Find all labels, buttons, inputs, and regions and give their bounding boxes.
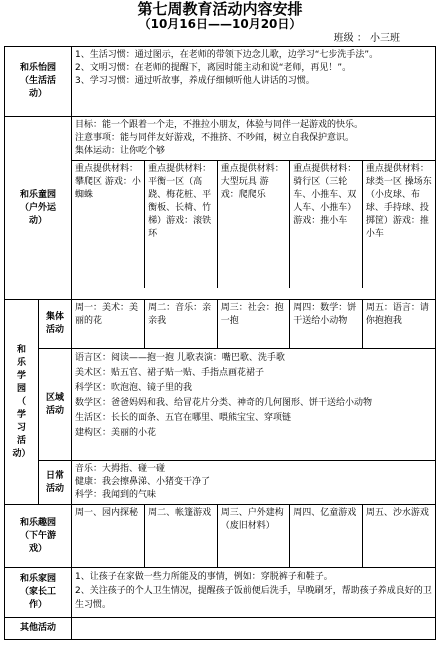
daily-item: 音乐：大拇指、碰一碰 [75, 464, 166, 474]
jiayuan-item: 1、让孩子在家做一些力所能及的事情，例如：穿脱裤子和鞋子。 [75, 572, 333, 582]
label-line: 动） [29, 89, 48, 99]
material-cell: 重点提供材料：平衡一区（高跷、梅花桩、平衡板、长椅、竹梯）游戏：滚铁环 [145, 161, 218, 289]
label-line: 和 [16, 344, 26, 355]
row-daily [5, 461, 436, 505]
label-line: 活动 [46, 325, 65, 335]
label-tongyuan [5, 117, 72, 300]
row-jiayuan [5, 568, 436, 618]
label-yiyuan [5, 47, 72, 117]
content-daily [72, 461, 436, 505]
collective-day: 周二：音乐：亲亲我 [145, 300, 218, 348]
area-item: 建构区：美丽的小花 [75, 428, 157, 438]
collective-day: 周五：语言：请你抱抱我 [365, 303, 429, 326]
label-line: 和乐家园 [20, 574, 57, 584]
quyuan-day: 周三、户外建构（废旧材料） [217, 505, 290, 567]
area-item: 语言区：阅读——抱一抱 儿歌表演：嘴巴歌、洗手歌 [75, 353, 285, 363]
objective-line: 目标：能一个跟着一个走，不推拉小朋友，体验与同伴一起游戏的快乐。 [75, 120, 364, 130]
label-jiayuan [5, 568, 72, 618]
quyuan-day: 周五、沙水游戏 [365, 508, 429, 518]
row-other [5, 618, 436, 640]
label-line: 活动 [46, 483, 65, 494]
content-other [72, 618, 436, 640]
label-line: （下午游 [20, 530, 57, 541]
quyuan-days-table [72, 505, 435, 567]
label-line: 动） [12, 448, 31, 459]
area-item: 生活区：长长的面条、五官在哪里、喂熊宝宝、穿项链 [75, 413, 292, 423]
area-item: 美术区：贴五官、裙子贴一贴、手指点画花裙子 [75, 368, 265, 378]
daily-item: 科学：我闻到的气味 [75, 490, 157, 500]
label-line: 日常 [46, 470, 65, 481]
material-cell: 重点提供材料：球类一区 操场东（小皮球、布球、手持球、投掷筐）游戏：推小车 [362, 161, 435, 289]
tongyuan-objectives [72, 117, 435, 160]
label-line: 学 [16, 409, 26, 420]
material-cell: 重点提供材料：骑行区（三轮车、小推车、双人车、小推车）游戏：推小车 [290, 161, 363, 289]
daily-item: 健康：我会擦鼻涕、小猪变干净了 [75, 477, 211, 487]
content-area [72, 349, 436, 461]
collective-day: 周四：数学：饼干送给小动物 [290, 300, 363, 348]
label-line: 作） [29, 600, 48, 610]
label-line: 活 [16, 435, 26, 446]
collective-days-table [72, 300, 435, 348]
area-item: 数学区：爸爸妈妈和我、给冒花片分类、神奇的几何图形、饼干送给小动物 [75, 398, 373, 408]
date-range: （10月16日——10月20日） [138, 17, 302, 31]
yiyuan-item: 3、学习习惯：通过听故事，养成仔细倾听他人讲话的习惯。 [75, 76, 315, 86]
row-quyuan [5, 505, 436, 568]
label-line: 习 [16, 422, 26, 433]
content-tongyuan [72, 117, 436, 300]
area-item: 科学区：吹泡泡、镜子里的我 [75, 383, 193, 393]
content-quyuan [72, 505, 436, 568]
row-tongyuan [5, 117, 436, 300]
content-collective [72, 300, 436, 349]
page-title: 第七周教育活动内容安排 [137, 0, 303, 18]
label-line: （ [16, 396, 26, 407]
collective-day: 周一：美术：美丽的花 [72, 300, 145, 348]
label-other: 其他活动 [5, 618, 72, 640]
objective-line: 注意事项：能与同伴友好游戏，不推挤、不吵闹，树立自我保护意识。 [75, 133, 355, 143]
content-yiyuan [72, 47, 436, 117]
class-label: 班级 ： 小三班 [333, 33, 400, 44]
row-area [5, 349, 436, 461]
row-yiyuan [5, 47, 436, 117]
label-line: 和乐怡园 [20, 63, 57, 73]
quyuan-day: 周二、帐篷游戏 [145, 505, 218, 567]
label-line: （家长工 [20, 587, 57, 597]
label-line: （生活活 [20, 76, 57, 86]
materials-table [72, 160, 435, 288]
label-quyuan [5, 505, 72, 568]
material-cell: 重点提供材料：攀爬区 游戏：小蜘蛛 [72, 161, 145, 289]
content-jiayuan [72, 568, 436, 618]
jiayuan-item: 2、关注孩子的个人卫生情况，提醒孩子饭前便后洗手，早晚刷牙，帮助孩子养成良好的卫生习惯。 [75, 586, 432, 610]
yiyuan-item: 2、文明习惯：在老师的提醒下，离园时能主动和说“老师，再见！”。 [75, 63, 352, 73]
label-line: 活动 [46, 405, 65, 416]
label-line: 和乐童园 [20, 189, 57, 200]
quyuan-day: 周一、园内探秘 [72, 505, 145, 567]
label-collective [39, 300, 72, 349]
label-xueyuan [5, 300, 39, 505]
row-collective [5, 300, 436, 349]
yiyuan-item: 1、生活习惯：通过图示，在老师的带领下边念儿歌，边学习“七步洗手法”。 [75, 50, 379, 60]
schedule-table [4, 46, 436, 640]
collective-day: 周三：社会：抱一抱 [217, 300, 290, 348]
objective-line: 集体运动：让你吃个够 [75, 146, 166, 156]
label-line: 和乐趣园 [20, 517, 57, 528]
label-daily [39, 461, 72, 505]
label-line: 乐 [16, 357, 26, 368]
quyuan-day: 周四、亿童游戏 [290, 505, 363, 567]
label-area [39, 349, 72, 461]
label-line: 动） [29, 215, 48, 226]
label-line: 戏） [29, 543, 48, 554]
label-line: 区域 [46, 392, 65, 403]
material-cell: 重点提供材料：大型玩具 游戏：爬爬乐 [217, 161, 290, 289]
label-line: （户外运 [20, 202, 57, 213]
label-line: 园 [16, 383, 26, 394]
label-line: 学 [16, 370, 26, 381]
label-line: 集体 [46, 312, 65, 322]
